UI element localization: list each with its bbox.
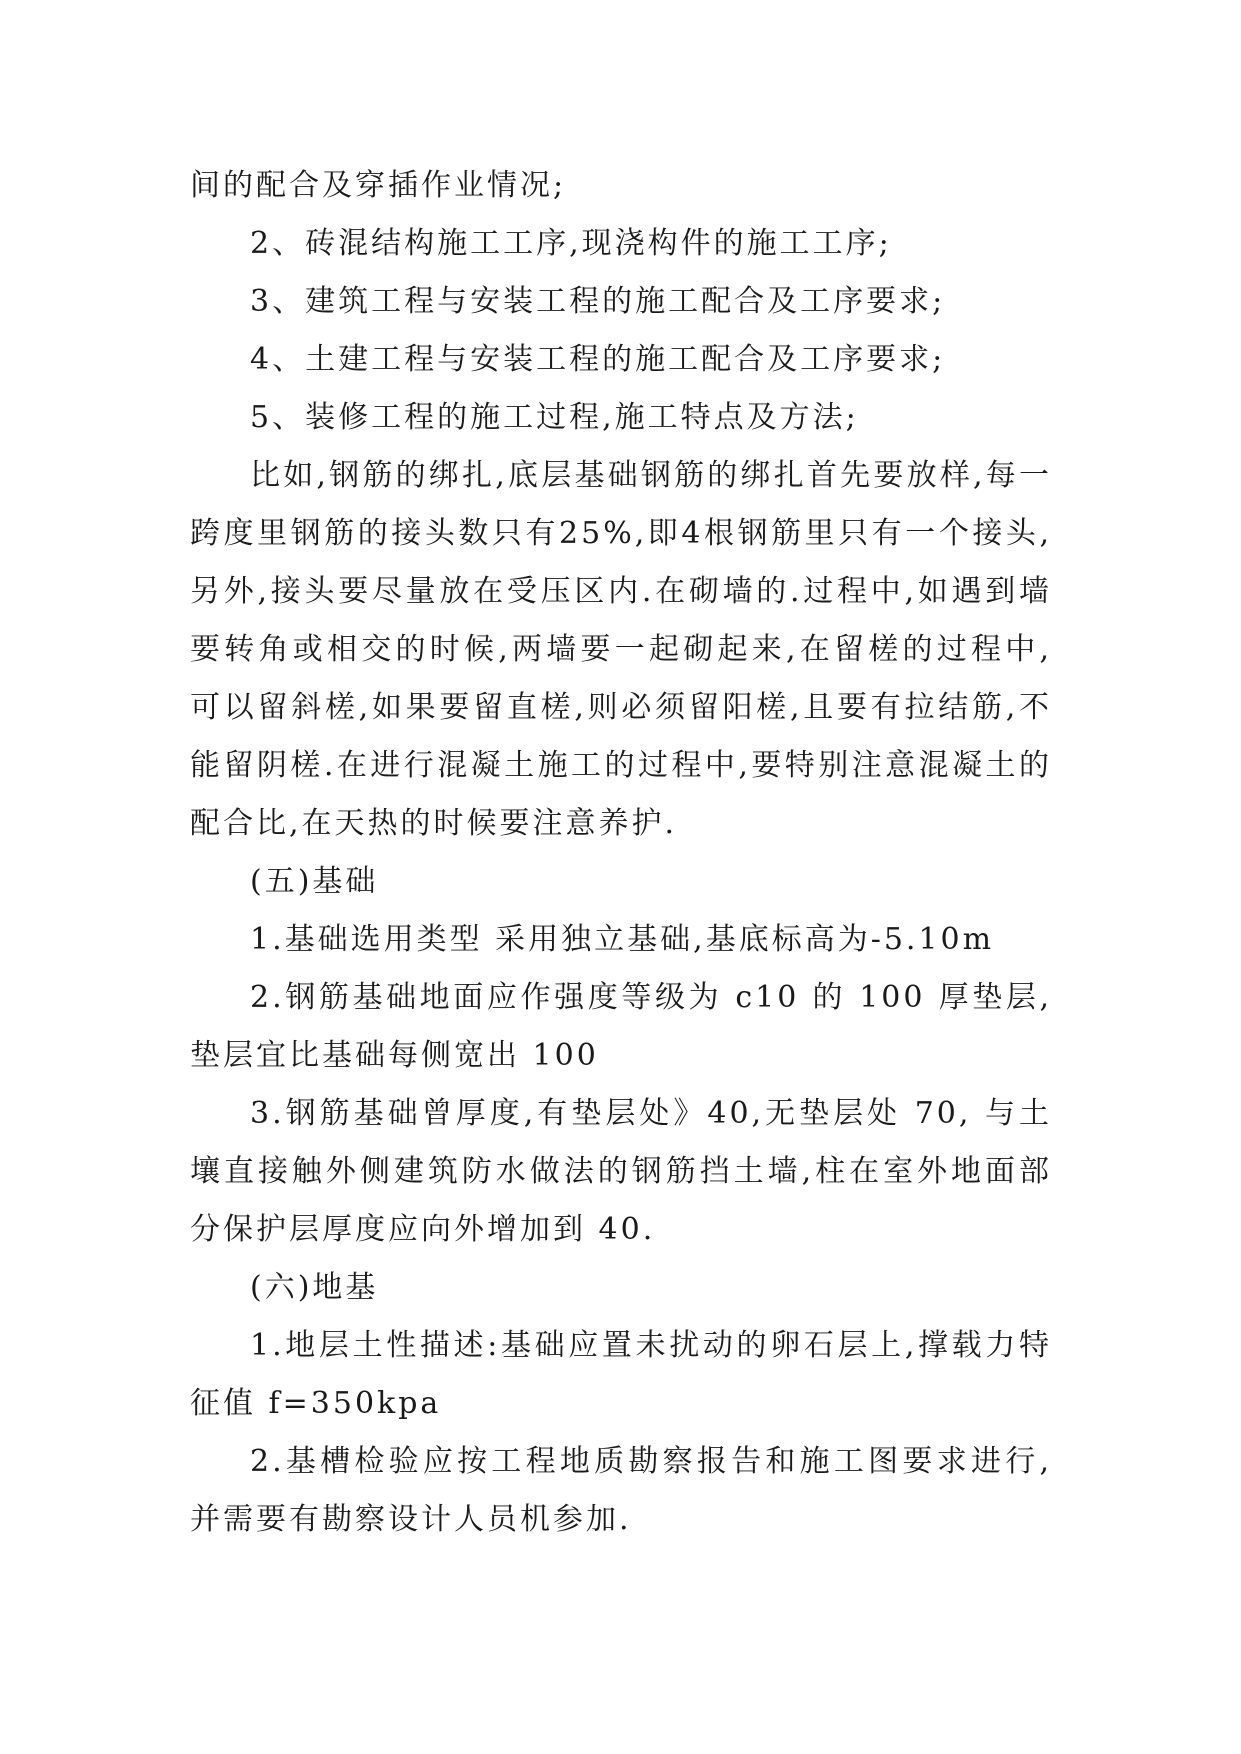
paragraph-continuation: 间的配合及穿插作业情况; (190, 168, 567, 203)
paragraph-item-3: 3、建筑工程与安装工程的施工配合及工序要求; (250, 284, 946, 319)
paragraph-item-2: 2、砖混结构施工工序,现浇构件的施工工序; (250, 226, 892, 261)
paragraph-item-5: 5、装修工程的施工过程,施工特点及方法; (250, 400, 859, 435)
paragraph-subgrade-1: 1.地层土性描述:基础应置未扰动的卵石层上,撑载力特征值 f=350kpa (190, 1328, 1052, 1421)
paragraph-foundation-1: 1.基础选用类型 采用独立基础,基底标高为-5.10m (250, 922, 995, 957)
section-heading-foundation: (五)基础 (250, 864, 379, 899)
paragraph-foundation-3: 3.钢筋基础曾厚度,有垫层处》40,无垫层处 70, 与土壤直接触外侧建筑防水做法的钢筋挡土墙,柱在室外地面部分保护层厚度应向外增加到 40. (190, 1096, 1052, 1247)
section-heading-subgrade: (六)地基 (250, 1270, 379, 1305)
document-body (190, 157, 1052, 1549)
paragraph-foundation-2: 2.钢筋基础地面应作强度等级为 c10 的 100 厚垫层,垫层宜比基础每侧宽出 100 (190, 980, 1052, 1073)
paragraph-example: 比如,钢筋的绑扎,底层基础钢筋的绑扎首先要放样,每一跨度里钢筋的接头数只有25%,即4根钢筋里只有一个接头,另外,接头要尽量放在受压区内.在砌墙的.过程中,如遇到墙要转角或相交的时候,两墙要一起砌起来,在留槎的过程中,可以留斜槎,如果要留直槎,则必须留阳槎,且要有拉结筋,不能留阴槎.在进行混凝土施工的过程中,要特别注意混凝土的配合比,在天热的时候要注意养护. (190, 458, 1052, 841)
paragraph-item-4: 4、土建工程与安装工程的施工配合及工序要求; (250, 342, 946, 377)
paragraph-subgrade-2: 2.基槽检验应按工程地质勘察报告和施工图要求进行,并需要有勘察设计人员机参加. (190, 1444, 1052, 1537)
